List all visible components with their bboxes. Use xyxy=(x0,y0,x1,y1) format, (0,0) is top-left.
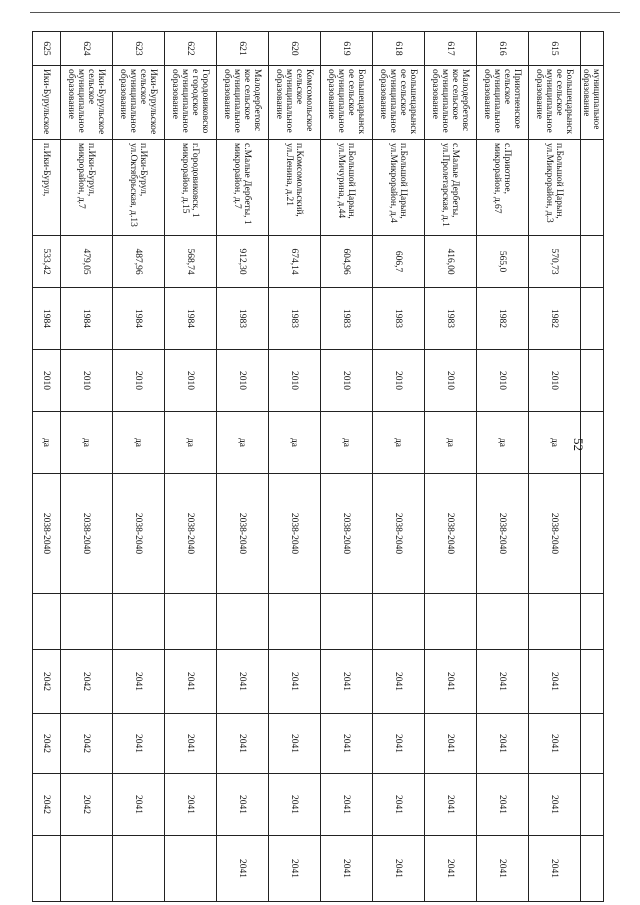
year-2041-cell xyxy=(113,836,165,902)
year-2041-cell: 2041 xyxy=(269,774,321,836)
year-2041-cell: 2041 xyxy=(373,774,425,836)
year-cell: 2010 xyxy=(425,350,477,412)
period-cell: 2038-2040 xyxy=(373,474,425,594)
year-2041-cell: 2041 xyxy=(113,650,165,714)
municipality-cell: Большецарынск ое сельское муниципальное образование xyxy=(529,66,581,140)
empty-cell xyxy=(61,594,113,650)
year-2041-cell: 2042 xyxy=(61,714,113,774)
year-2041-cell: 2041 xyxy=(373,650,425,714)
address-cell: п.Комсомольский, ул.Ленина, д.21 xyxy=(269,140,321,236)
area-cell: 416,00 xyxy=(425,236,477,288)
period-cell: 2038-2040 xyxy=(33,474,61,594)
year-2041-cell xyxy=(165,836,217,902)
address-cell: с.Приютное, микрорайон, д.67 xyxy=(477,140,529,236)
year-2041-cell: 2042 xyxy=(33,650,61,714)
row-number-cell: 618 xyxy=(373,32,425,66)
area-cell: 912,30 xyxy=(217,236,269,288)
address-cell: п.Ики-Бурул, ул.Октябрьская, д.13 xyxy=(113,140,165,236)
year-2041-cell: 2041 xyxy=(269,714,321,774)
year-2041-cell: 2041 xyxy=(217,836,269,902)
year-2041-cell: 2041 xyxy=(321,836,373,902)
built-year-cell: 1984 xyxy=(61,288,113,350)
buildings-table xyxy=(32,31,604,902)
built-year-cell: 1983 xyxy=(425,288,477,350)
built-year-cell: 1983 xyxy=(217,288,269,350)
rotated-table-wrapper xyxy=(32,31,604,901)
flag-cell: да xyxy=(373,412,425,474)
year-2041-cell: 2041 xyxy=(477,836,529,902)
municipality-cell: Малодербетовс кое сельское муниципальное образование xyxy=(425,66,477,140)
year-2041-cell: 2041 xyxy=(217,714,269,774)
municipality-cell: Городовиковско е городское муниципальное образование xyxy=(165,66,217,140)
address-cell: г.Городовиковск, 1 микрорайон, д.15 xyxy=(165,140,217,236)
flag-cell: да xyxy=(217,412,269,474)
year-2041-cell: 2041 xyxy=(373,836,425,902)
year-2041-cell xyxy=(61,836,113,902)
empty-cell xyxy=(217,594,269,650)
year-2041-cell: 2041 xyxy=(425,714,477,774)
table-row xyxy=(321,32,373,902)
year-2041-cell: 2041 xyxy=(321,774,373,836)
area-cell: 674,14 xyxy=(269,236,321,288)
table-row xyxy=(373,32,425,902)
municipality-cell: Ики-Бурульское сельское муниципальное образование xyxy=(113,66,165,140)
row-number-cell: 619 xyxy=(321,32,373,66)
table-row xyxy=(165,32,217,902)
year-2041-cell: 2041 xyxy=(217,774,269,836)
address-cell: с.Малые Дербеты, 1 микрорайон, д.7 xyxy=(217,140,269,236)
year-cell: 2010 xyxy=(269,350,321,412)
built-year-cell: 1984 xyxy=(165,288,217,350)
year-cell: 2010 xyxy=(33,350,61,412)
year-cell: 2010 xyxy=(477,350,529,412)
flag-cell: да xyxy=(33,412,61,474)
year-cell: 2010 xyxy=(217,350,269,412)
municipality-cell: Ики-Бурульское xyxy=(33,66,61,140)
empty-cell xyxy=(113,594,165,650)
row-number-cell: 624 xyxy=(61,32,113,66)
table-row xyxy=(529,32,581,902)
year-2041-cell: 2041 xyxy=(477,714,529,774)
top-fragment-cell: муниципальное образование xyxy=(581,66,604,140)
year-2041-cell: 2041 xyxy=(529,774,581,836)
address-cell: п.Ики-Бурул, микрорайон, д.7 xyxy=(61,140,113,236)
municipality-cell: Ики-Бурульское сельское муниципальное образование xyxy=(61,66,113,140)
year-2041-cell: 2041 xyxy=(217,650,269,714)
row-number-cell: 622 xyxy=(165,32,217,66)
year-2041-cell: 2041 xyxy=(477,650,529,714)
area-cell: 570,73 xyxy=(529,236,581,288)
address-cell: п.Большой Царын, ул.Микрорайон, д.3 xyxy=(529,140,581,236)
flag-cell: да xyxy=(61,412,113,474)
flag-cell: да xyxy=(425,412,477,474)
year-2041-cell: 2041 xyxy=(321,714,373,774)
area-cell: 533,42 xyxy=(33,236,61,288)
period-cell: 2038-2040 xyxy=(425,474,477,594)
area-cell: 565,0 xyxy=(477,236,529,288)
row-number-cell: 616 xyxy=(477,32,529,66)
year-2041-cell: 2042 xyxy=(61,774,113,836)
flag-cell: да xyxy=(165,412,217,474)
built-year-cell: 1982 xyxy=(477,288,529,350)
area-cell: 604,96 xyxy=(321,236,373,288)
year-2041-cell: 2041 xyxy=(269,836,321,902)
year-2041-cell: 2042 xyxy=(61,650,113,714)
table-row xyxy=(425,32,477,902)
year-2041-cell: 2041 xyxy=(477,774,529,836)
year-2041-cell: 2041 xyxy=(425,774,477,836)
table-row xyxy=(269,32,321,902)
table-row xyxy=(61,32,113,902)
table-body xyxy=(33,32,604,902)
period-cell: 2038-2040 xyxy=(529,474,581,594)
empty-cell xyxy=(165,594,217,650)
period-cell: 2038-2040 xyxy=(321,474,373,594)
empty-cell xyxy=(33,594,61,650)
year-cell: 2010 xyxy=(113,350,165,412)
year-2041-cell: 2041 xyxy=(425,650,477,714)
area-cell: 487,96 xyxy=(113,236,165,288)
built-year-cell: 1983 xyxy=(269,288,321,350)
empty-cell xyxy=(529,594,581,650)
row-number-cell: 621 xyxy=(217,32,269,66)
built-year-cell: 1984 xyxy=(113,288,165,350)
period-cell: 2038-2040 xyxy=(217,474,269,594)
year-cell: 2010 xyxy=(373,350,425,412)
table-row-fragment xyxy=(581,32,604,902)
municipality-cell: Большецарынск ое сельское муниципальное образование xyxy=(373,66,425,140)
year-2041-cell: 2041 xyxy=(165,774,217,836)
top-rule xyxy=(30,12,620,13)
year-2041-cell: 2041 xyxy=(529,714,581,774)
year-cell: 2010 xyxy=(529,350,581,412)
row-number-cell: 623 xyxy=(113,32,165,66)
empty-cell xyxy=(321,594,373,650)
built-year-cell: 1983 xyxy=(321,288,373,350)
area-cell: 606,7 xyxy=(373,236,425,288)
period-cell: 2038-2040 xyxy=(113,474,165,594)
row-number-cell: 620 xyxy=(269,32,321,66)
year-cell: 2010 xyxy=(165,350,217,412)
period-cell: 2038-2040 xyxy=(477,474,529,594)
table-row xyxy=(113,32,165,902)
empty-cell xyxy=(425,594,477,650)
year-cell: 2010 xyxy=(321,350,373,412)
page-number: 52 xyxy=(571,438,586,451)
table-row xyxy=(33,32,61,902)
empty-cell xyxy=(269,594,321,650)
year-cell: 2010 xyxy=(61,350,113,412)
area-cell: 479,05 xyxy=(61,236,113,288)
address-cell: п.Большой Царын, ул.Микрорайон, д.4 xyxy=(373,140,425,236)
year-2041-cell: 2041 xyxy=(165,714,217,774)
year-2041-cell: 2041 xyxy=(113,774,165,836)
table-row xyxy=(477,32,529,902)
flag-cell: да xyxy=(113,412,165,474)
year-2041-cell: 2041 xyxy=(269,650,321,714)
flag-cell: да xyxy=(477,412,529,474)
year-2041-cell: 2041 xyxy=(321,650,373,714)
municipality-cell: Приютненское сельское муниципальное образование xyxy=(477,66,529,140)
row-number-cell: 615 xyxy=(529,32,581,66)
row-number-cell: 617 xyxy=(425,32,477,66)
flag-cell: да xyxy=(269,412,321,474)
table-row xyxy=(217,32,269,902)
built-year-cell: 1982 xyxy=(529,288,581,350)
year-2041-cell: 2041 xyxy=(425,836,477,902)
address-cell: п.Ики-Бурул, xyxy=(33,140,61,236)
area-cell: 568,74 xyxy=(165,236,217,288)
municipality-cell: Малодербетовс кое сельское муниципальное образование xyxy=(217,66,269,140)
built-year-cell: 1984 xyxy=(33,288,61,350)
period-cell: 2038-2040 xyxy=(269,474,321,594)
municipality-cell: Большецарынск ое сельское муниципальное образование xyxy=(321,66,373,140)
period-cell: 2038-2040 xyxy=(165,474,217,594)
municipality-cell: Комсомольское сельское муниципальное образование xyxy=(269,66,321,140)
flag-cell: да xyxy=(321,412,373,474)
empty-cell xyxy=(373,594,425,650)
year-2041-cell: 2041 xyxy=(373,714,425,774)
year-2041-cell: 2041 xyxy=(113,714,165,774)
address-cell: п.Большой Царын, ул.Мичурина, д.44 xyxy=(321,140,373,236)
row-number-cell: 625 xyxy=(33,32,61,66)
year-2041-cell xyxy=(33,836,61,902)
year-2041-cell: 2042 xyxy=(33,774,61,836)
flag-cell: да xyxy=(529,412,581,474)
built-year-cell: 1983 xyxy=(373,288,425,350)
period-cell: 2038-2040 xyxy=(61,474,113,594)
address-cell: с.Малые Дербеты, ул.Пролетарская, д.1 xyxy=(425,140,477,236)
year-2041-cell: 2041 xyxy=(165,650,217,714)
year-2041-cell: 2041 xyxy=(529,650,581,714)
empty-cell xyxy=(477,594,529,650)
year-2041-cell: 2041 xyxy=(529,836,581,902)
year-2041-cell: 2042 xyxy=(33,714,61,774)
